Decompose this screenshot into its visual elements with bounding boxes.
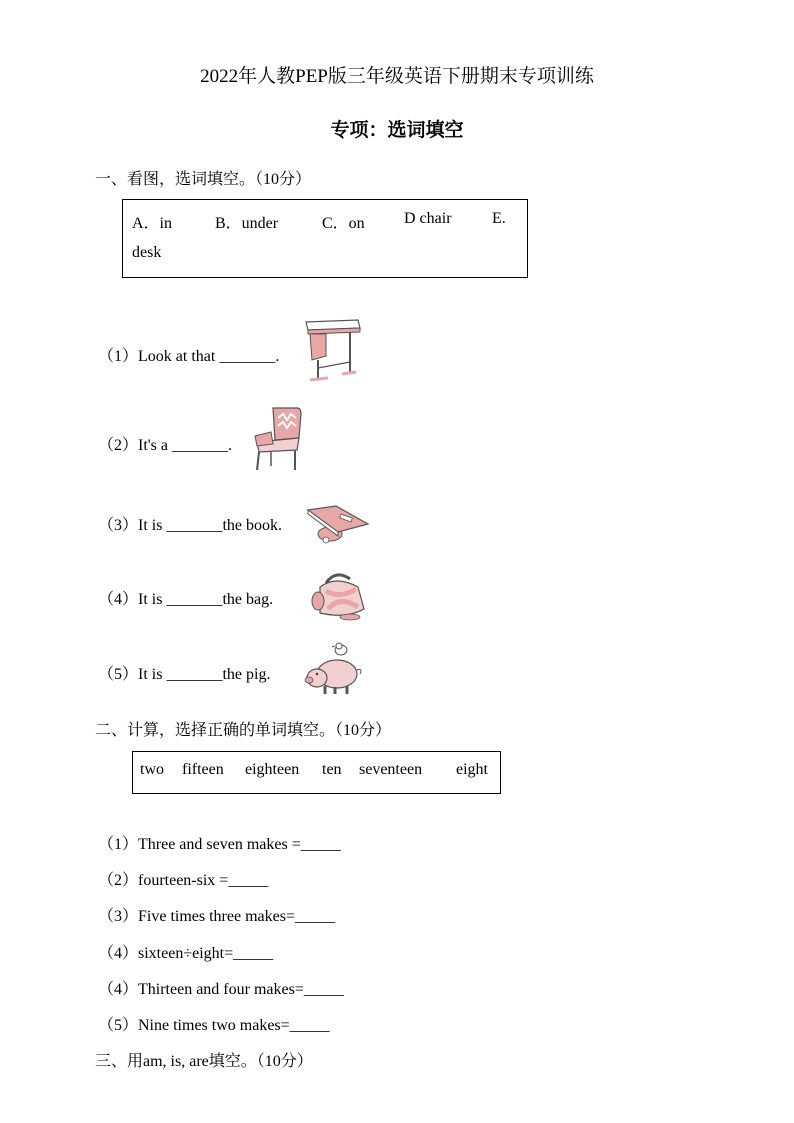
word-two: two <box>140 761 164 778</box>
section3-heading: 三、用am, is, are填空。（10分） <box>95 1053 313 1070</box>
word-eight: eight <box>456 761 488 778</box>
s2-question-6: （5）Nine times two makes=_____ <box>98 1017 330 1034</box>
word-seventeen: seventeen <box>359 761 423 778</box>
bird-on-pig-image <box>303 640 363 696</box>
chair-image <box>251 406 305 474</box>
option-e-word: desk <box>132 244 162 261</box>
s2-question-3: （3）Five times three makes=_____ <box>98 908 335 925</box>
s2-question-5: （4）Thirteen and four makes=_____ <box>98 981 344 998</box>
option-a: A．in <box>132 215 173 232</box>
word-eighteen: eighteen <box>245 761 300 778</box>
section1-heading: 一、看图，选词填空。（10分） <box>95 171 312 188</box>
word-ten: ten <box>322 761 342 778</box>
page-title: 2022年人教PEP版三年级英语下册期末专项训练 <box>200 66 594 87</box>
option-b: B．under <box>215 215 279 232</box>
word-fifteen: fifteen <box>182 761 224 778</box>
desk-image <box>300 318 362 384</box>
page-subtitle: 专项：选词填空 <box>330 119 464 141</box>
s2-question-4: （4）sixteen÷eight=_____ <box>98 945 274 962</box>
book-on-ball-image <box>306 504 370 546</box>
s2-question-1: （1）Three and seven makes =_____ <box>98 836 341 853</box>
bag-image <box>306 569 368 621</box>
section2-heading: 二、计算，选择正确的单词填空。（10分） <box>95 722 392 739</box>
option-c: C．on <box>322 215 365 232</box>
s2-question-2: （2）fourteen-six =_____ <box>98 872 269 889</box>
word-bank-box-2 <box>132 751 501 794</box>
option-d: D chair <box>404 210 452 227</box>
option-e: E. <box>492 210 506 227</box>
s1-question-4: （4）It is _______the bag. <box>98 591 274 608</box>
s1-question-3: （3）It is _______the book. <box>98 517 282 534</box>
s1-question-2: （2）It's a _______. <box>98 437 232 454</box>
word-bank-box-1 <box>122 199 528 278</box>
s1-question-1: （1）Look at that _______. <box>98 348 280 365</box>
s1-question-5: （5）It is _______the pig. <box>98 666 271 683</box>
